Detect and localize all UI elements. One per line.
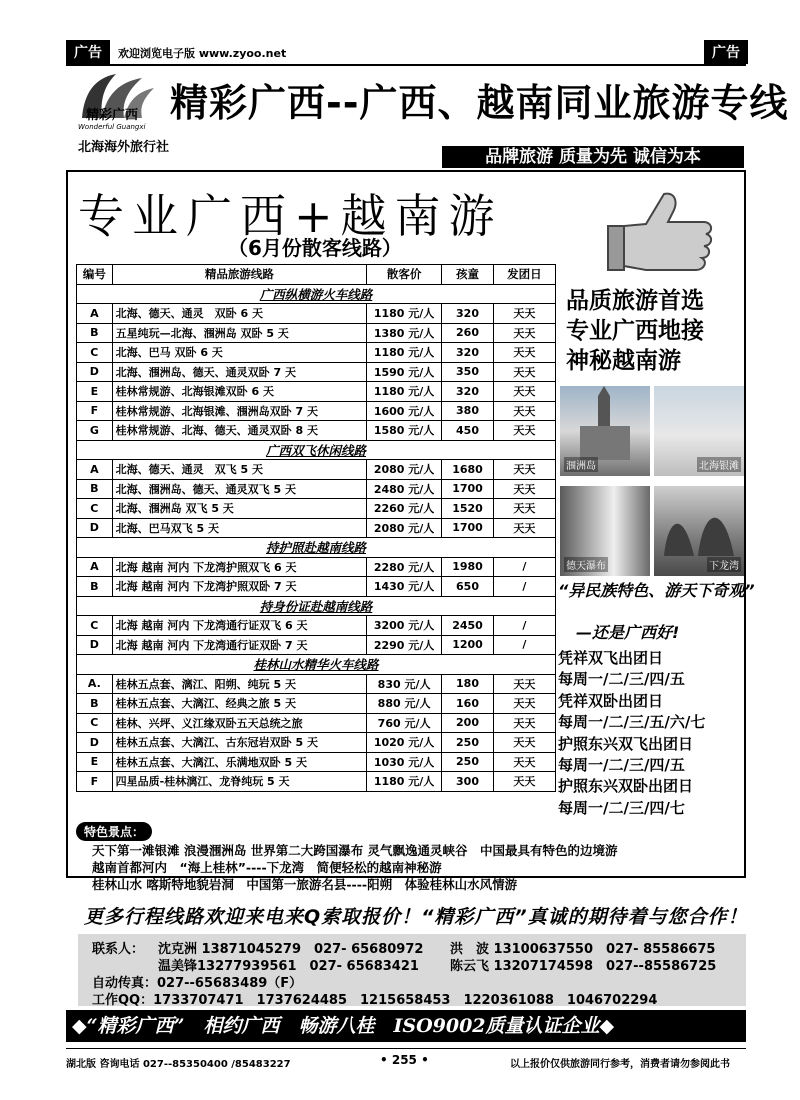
photo-label: 德天瀑布: [564, 557, 608, 572]
route-id: E: [77, 382, 113, 402]
table-row: [77, 557, 556, 577]
photo-label: 北海银滩: [697, 457, 741, 472]
route-child-price: 200: [442, 713, 494, 733]
photo-beach: [654, 386, 744, 476]
route-price: 1020 元/人: [367, 733, 442, 753]
route-id: A: [77, 460, 113, 480]
agency-name: 北海海外旅行社: [78, 140, 170, 155]
route-child-price: 350: [442, 362, 494, 382]
route-name: 北海 越南 河内 下龙湾通行证双卧 7 天: [112, 635, 366, 655]
route-name: 桂林五点套、大漓江、经典之旅 5 天: [112, 694, 366, 714]
route-price: 1030 元/人: [367, 752, 442, 772]
route-id: G: [77, 421, 113, 441]
route-name: 桂林常规游、北海银滩双卧 6 天: [112, 382, 366, 402]
route-name: 桂林常规游、北海银滩、涠洲岛双卧 7 天: [112, 401, 366, 421]
schedule-line: 每周一/二/三/四/五: [558, 670, 685, 689]
route-child-price: 1680: [442, 460, 494, 480]
welcome-text: 欢迎浏览电子版 www.zyoo.net: [118, 47, 287, 60]
route-departure: 天天: [493, 421, 555, 441]
table-row: [77, 733, 556, 753]
schedule-line: 护照东兴双卧出团日: [558, 777, 694, 796]
table-row: [77, 635, 556, 655]
route-name: 北海、巴马 双卧 6 天: [112, 343, 366, 363]
route-name: 四星品质-桂林漓江、龙脊纯玩 5 天: [112, 772, 366, 792]
page-title: 精彩广西--广西、越南同业旅游专线: [170, 81, 789, 125]
route-child-price: 160: [442, 694, 494, 714]
route-price: 3200 元/人: [367, 616, 442, 636]
route-id: B: [77, 479, 113, 499]
page-number: • 255 •: [380, 1053, 429, 1067]
route-departure: /: [493, 616, 555, 636]
header-child: 孩童: [442, 265, 494, 285]
table-row: [77, 382, 556, 402]
schedule-line: 护照东兴双飞出团日: [558, 734, 694, 753]
route-child-price: 320: [442, 343, 494, 363]
route-price: 1380 元/人: [367, 323, 442, 343]
table-row: [77, 479, 556, 499]
feature-line: 桂林山水 喀斯特地貌岩洞 中国第一旅游名县----阳朔 体验桂林山水风情游: [92, 877, 518, 892]
route-price: 1590 元/人: [367, 362, 442, 382]
route-id: C: [77, 713, 113, 733]
route-name: 桂林五点套、漓江、阳朔、纯玩 5 天: [112, 674, 366, 694]
table-row: [77, 304, 556, 324]
header-departure: 发团日: [493, 265, 555, 285]
table-row: [77, 616, 556, 636]
logo-text: 精彩广西: [86, 108, 139, 123]
hero-subtitle: （6月份散客线路）: [228, 236, 402, 260]
route-id: C: [77, 499, 113, 519]
section-row: [77, 538, 556, 558]
route-price: 1180 元/人: [367, 382, 442, 402]
route-id: D: [77, 518, 113, 538]
route-id: A.: [77, 674, 113, 694]
route-departure: /: [493, 577, 555, 597]
route-name: 北海 越南 河内 下龙湾护照双卧 7 天: [112, 577, 366, 597]
route-departure: 天天: [493, 713, 555, 733]
route-child-price: 250: [442, 752, 494, 772]
side-quote: “异民族特色、游天下奇观”: [558, 581, 755, 600]
route-price: 2080 元/人: [367, 460, 442, 480]
route-child-price: 650: [442, 577, 494, 597]
route-price: 2280 元/人: [367, 557, 442, 577]
route-departure: 天天: [493, 733, 555, 753]
logo-english: Wonderful Guangxi: [78, 123, 146, 131]
feature-line: 天下第一滩银滩 浪漫涠洲岛 世界第二大跨国瀑布 灵气飘逸通灵峡谷 中国最具有特色的边境游: [92, 843, 618, 858]
schedule-line: 凭祥双飞出团日: [558, 649, 664, 667]
route-departure: 天天: [493, 382, 555, 402]
contact-label: 联系人：: [92, 942, 145, 957]
route-id: A: [77, 304, 113, 324]
section-title: 广西纵横游火车线路: [77, 284, 556, 304]
slogan-bar: 品牌旅游 质量为先 诚信为本: [442, 146, 744, 168]
table-row: [77, 362, 556, 382]
route-price: 2260 元/人: [367, 499, 442, 519]
route-child-price: 1200: [442, 635, 494, 655]
table-row: [77, 752, 556, 772]
features-badge: 特色景点：: [76, 822, 152, 841]
table-row: [77, 772, 556, 792]
photo-label: 涠洲岛: [564, 457, 598, 472]
route-name: 北海、德天、通灵 双卧 6 天: [112, 304, 366, 324]
schedule-line: 每周一/二/三/四/五: [558, 756, 685, 775]
route-name: 桂林、兴坪、义江缘双卧五天总统之旅: [112, 713, 366, 733]
thumbs-up-icon: [594, 186, 734, 276]
route-departure: 天天: [493, 343, 555, 363]
footer-right: 以上报价仅供旅游同行参考，消费者请勿参阅此书: [510, 1059, 730, 1070]
bottom-banner: [66, 1010, 746, 1042]
route-departure: 天天: [493, 694, 555, 714]
route-child-price: 260: [442, 323, 494, 343]
side-slogan-2: 专业广西地接: [566, 317, 704, 344]
section-row: [77, 440, 556, 460]
footer-rule: [66, 1048, 746, 1049]
footer-left: 湖北版 咨询电话 027--85350400 /85483227: [66, 1059, 291, 1070]
contact-person-4: 陈云飞 13207174598 027--85586725: [450, 959, 717, 974]
route-name: 北海、巴马双飞 5 天: [112, 518, 366, 538]
route-price: 1180 元/人: [367, 343, 442, 363]
route-child-price: 1520: [442, 499, 494, 519]
table-row: [77, 421, 556, 441]
route-id: F: [77, 772, 113, 792]
route-child-price: 1700: [442, 479, 494, 499]
route-name: 桂林五点套、大漓江、古东冠岩双卧 5 天: [112, 733, 366, 753]
route-name: 桂林常规游、北海、德天、通灵双卧 8 天: [112, 421, 366, 441]
route-child-price: 380: [442, 401, 494, 421]
route-departure: 天天: [493, 460, 555, 480]
route-id: C: [77, 616, 113, 636]
route-price: 1180 元/人: [367, 772, 442, 792]
feature-line: 越南首都河内 “海上桂林”----下龙湾 简便轻松的越南神秘游: [92, 860, 442, 875]
route-name: 五星纯玩—北海、涠洲岛 双卧 5 天: [112, 323, 366, 343]
route-child-price: 1700: [442, 518, 494, 538]
contact-person-1: 沈克洲 13871045279 027- 65680972: [158, 942, 424, 957]
schedule-line: 每周一/二/三/四/七: [558, 798, 685, 817]
section-title: 持身份证赴越南线路: [77, 596, 556, 616]
route-id: A: [77, 557, 113, 577]
contact-box: [78, 934, 746, 1006]
route-child-price: 320: [442, 304, 494, 324]
route-price: 2290 元/人: [367, 635, 442, 655]
schedule-line: 每周一/二/三/五/六/七: [558, 713, 706, 732]
section-row: [77, 596, 556, 616]
table-row: [77, 499, 556, 519]
photo-waterfall: [560, 486, 650, 576]
side-slogan-1: 品质旅游首选: [566, 287, 704, 314]
routes-table: [76, 264, 556, 792]
route-child-price: 180: [442, 674, 494, 694]
section-row: [77, 655, 556, 675]
schedule-line: 凭祥双卧出团日: [558, 691, 664, 710]
section-title: 持护照赴越南线路: [77, 538, 556, 558]
route-child-price: 1980: [442, 557, 494, 577]
contact-person-2: 洪 波 13100637550 027- 85586675: [450, 942, 716, 957]
photo-church: [560, 386, 650, 476]
route-name: 北海、涠洲岛 双飞 5 天: [112, 499, 366, 519]
route-departure: /: [493, 557, 555, 577]
route-departure: 天天: [493, 499, 555, 519]
header-id: 编号: [77, 265, 113, 285]
section-row: [77, 284, 556, 304]
table-row: [77, 460, 556, 480]
route-name: 北海 越南 河内 下龙湾护照双飞 6 天: [112, 557, 366, 577]
table-row: [77, 577, 556, 597]
route-name: 桂林五点套、大漓江、乐满地双卧 5 天: [112, 752, 366, 772]
route-child-price: 250: [442, 733, 494, 753]
route-id: D: [77, 635, 113, 655]
route-child-price: 320: [442, 382, 494, 402]
route-name: 北海、涠洲岛、德天、通灵双飞 5 天: [112, 479, 366, 499]
route-price: 830 元/人: [367, 674, 442, 694]
header-route: 精品旅游线路: [112, 265, 366, 285]
route-name: 北海、德天、通灵 双飞 5 天: [112, 460, 366, 480]
departure-schedule: [558, 648, 705, 819]
route-departure: 天天: [493, 674, 555, 694]
route-departure: 天天: [493, 304, 555, 324]
header-price: 散客价: [367, 265, 442, 285]
route-child-price: 2450: [442, 616, 494, 636]
features-list: [92, 842, 618, 893]
logo: [72, 66, 162, 136]
route-departure: /: [493, 635, 555, 655]
table-row: [77, 674, 556, 694]
route-id: B: [77, 577, 113, 597]
table-row: [77, 343, 556, 363]
contact-qq: 工作QQ：1733707471 1737624485 1215658453 1220361088 1046702294: [92, 993, 658, 1008]
promo-banner: 更多行程线路欢迎来电来Q索取报价！“精彩广西”真诚的期待着与您合作！: [84, 906, 748, 928]
route-departure: 天天: [493, 518, 555, 538]
side-slogan-3: 神秘越南游: [566, 347, 681, 374]
route-departure: 天天: [493, 323, 555, 343]
route-departure: 天天: [493, 479, 555, 499]
route-id: B: [77, 323, 113, 343]
route-departure: 天天: [493, 362, 555, 382]
route-price: 2080 元/人: [367, 518, 442, 538]
table-row: [77, 401, 556, 421]
route-price: 2480 元/人: [367, 479, 442, 499]
ad-tag-left: 广告: [66, 40, 110, 64]
photo-label: 下龙湾: [707, 557, 741, 572]
route-price: 1580 元/人: [367, 421, 442, 441]
table-row: [77, 694, 556, 714]
table-row: [77, 713, 556, 733]
route-departure: 天天: [493, 772, 555, 792]
table-header-row: [77, 265, 556, 285]
route-name: 北海、涠洲岛、德天、通灵双卧 7 天: [112, 362, 366, 382]
section-title: 广西双飞休闲线路: [77, 440, 556, 460]
route-id: F: [77, 401, 113, 421]
table-row: [77, 518, 556, 538]
route-price: 760 元/人: [367, 713, 442, 733]
route-id: C: [77, 343, 113, 363]
route-price: 880 元/人: [367, 694, 442, 714]
route-id: B: [77, 694, 113, 714]
photo-halong: [654, 486, 744, 576]
hero-title: 专业广西+越南游: [78, 189, 503, 243]
route-departure: 天天: [493, 401, 555, 421]
route-price: 1430 元/人: [367, 577, 442, 597]
side-quote-2: —还是广西好!: [576, 623, 680, 642]
section-title: 桂林山水精华火车线路: [77, 655, 556, 675]
route-id: D: [77, 362, 113, 382]
route-id: E: [77, 752, 113, 772]
ad-tag-right: 广告: [704, 40, 748, 64]
route-departure: 天天: [493, 752, 555, 772]
side-slogans: [566, 286, 704, 376]
contact-person-3: 温美锋13277939561 027- 65683421: [158, 959, 419, 974]
route-price: 1600 元/人: [367, 401, 442, 421]
route-name: 北海 越南 河内 下龙湾通行证双飞 6 天: [112, 616, 366, 636]
route-child-price: 300: [442, 772, 494, 792]
route-child-price: 450: [442, 421, 494, 441]
table-row: [77, 323, 556, 343]
route-price: 1180 元/人: [367, 304, 442, 324]
bottom-banner-text: ◆“精彩广西” 相约广西 畅游八桂 ISO9002质量认证企业◆: [72, 1015, 615, 1037]
route-id: D: [77, 733, 113, 753]
contact-fax: 自动传真：027--65683489（F）: [92, 976, 303, 991]
